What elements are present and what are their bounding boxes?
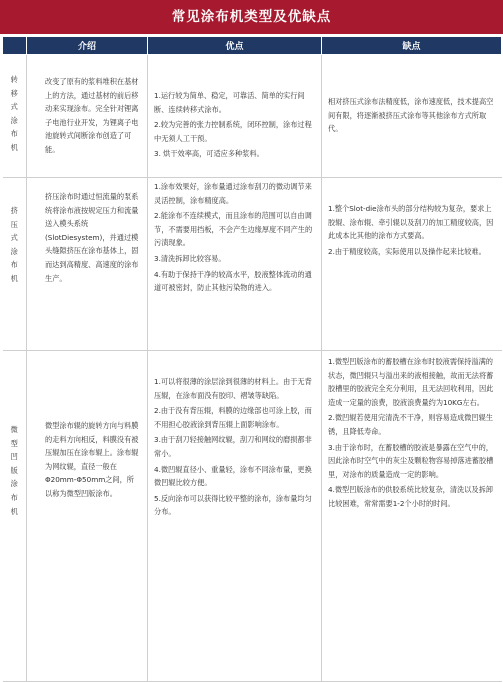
disadvantages-cell xyxy=(322,178,502,351)
disadvantage-item: 2.由于精度较高，实际使用以及操作起来比较难。 xyxy=(328,246,486,256)
advantages-cell xyxy=(148,351,322,682)
table-row xyxy=(3,178,502,351)
row-name: 转移式涂布机 xyxy=(10,75,18,152)
disadvantages-list xyxy=(322,55,502,136)
advantage-item: 1.运行较为简单、稳定，可靠活、简单的实行间断、连续转移式涂布。 xyxy=(154,91,305,114)
advantage-item: 2.较为完善的张力控制系统，闭环控制，涂布过程中无须人工干预。 xyxy=(154,120,312,143)
page-title: 常见涂布机类型及优缺点 xyxy=(0,0,503,34)
disadvantage-item: 4.微型凹版涂布的供胶系统比较复杂，清洗以及拆卸比较困难，常常需要1-2个小时的时间。 xyxy=(328,485,493,508)
intro-cell xyxy=(27,55,148,178)
advantage-item: 3.由于刮刀轻接触网纹辊，刮刀和网纹的磨损都非常小。 xyxy=(154,435,312,458)
advantages-cell xyxy=(148,178,322,351)
disadvantage-item: 1.整个Slot-die涂布头的部分结构较为复杂，要求上胶辊、涂布辊、牵引辊以及刮刀的加工精度较高，因此成本比其他的涂布方式要高。 xyxy=(328,204,494,241)
advantage-item: 2.由于没有背压辊，料膜的边缘部也可涂上胶，而不用担心胶液涂到背压辊上面影响涂布。 xyxy=(154,406,312,429)
row-name-cell xyxy=(3,178,27,351)
advantage-item: 2.能涂布不连续模式，而且涂布的范围可以自由调节，不需要用挡板，不会产生边缘厚度不同产生的污渍现象。 xyxy=(154,211,313,248)
row-name-cell xyxy=(3,55,27,178)
advantages-cell xyxy=(148,55,322,178)
intro-text: 微型涂布辊的旋转方向与料膜的走料方向相反，料膜没有被压辊加压在涂布辊上。涂布辊为网纹辊，直径一般在Φ20mm-Φ50mm之间，所以称为微型凹版涂布。 xyxy=(45,421,139,498)
advantage-item: 3.清洗拆卸比较容易。 xyxy=(154,253,226,263)
advantages-list xyxy=(148,178,321,295)
table-header-row xyxy=(3,37,502,55)
disadvantages-list xyxy=(322,351,502,511)
advantages-list xyxy=(148,351,321,519)
disadvantages-list xyxy=(322,178,502,258)
row-name-cell xyxy=(3,351,27,682)
row-name: 挤压式涂布机 xyxy=(10,206,18,283)
header-disadvantages: 缺点 xyxy=(322,37,502,55)
disadvantages-cell xyxy=(322,55,502,178)
row-name: 微型凹版涂布机 xyxy=(10,425,18,516)
advantages-list xyxy=(148,55,321,161)
intro-text: 挤压涂布时通过恒流量的泵系统将涂布液按规定压力和流量送入模头系统(SlotDiesystem)，并通过模头缝隙挤压在涂布基体上，固而达到高精度、高速度的涂布生产。 xyxy=(45,192,139,283)
intro-cell xyxy=(27,351,148,682)
advantage-item: 1.涂布效果好，涂布量通过涂布刮刀的微动调节来灵活控制，涂布精度高。 xyxy=(154,182,312,205)
disadvantage-item: 1.微型凹版涂布的蓄胶槽在涂布时胶液需保持溢满的状态，微凹辊只与溢出来的液相接触，故而无法将蓄胶槽里的胶液完全充分利用，且无法回收利用，因此造成一定量的浪费，胶液浪费量约为10KG左右。 xyxy=(328,357,494,407)
header-intro: 介绍 xyxy=(27,37,148,55)
table-row xyxy=(3,351,502,682)
intro-text: 改变了原有的浆料堆积在基材上的方法，通过基材的前后移动来实现涂布。完全针对锂离子电池行业开发，为锂离子电池旋转式间断涂布创造了可能。 xyxy=(45,77,139,154)
advantage-item: 5.反向涂布可以获得比较平整的涂布，涂布量均匀分布。 xyxy=(154,493,312,517)
advantage-item: 3. 烘干效率高，可适应多种浆料。 xyxy=(154,149,264,159)
advantage-item: 4.微凹辊直径小、重量轻，涂布不同涂布量，更换微凹辊比较方便。 xyxy=(154,464,312,488)
intro-cell xyxy=(27,178,148,351)
advantage-item: 4.有助于保持干净的较高水平，胶液整体流动的通道可被密封，防止其他污染物的进入。 xyxy=(154,269,312,293)
table-row xyxy=(3,55,502,178)
advantage-item: 1.可以将很薄的涂层涂到很薄的材料上。由于无背压辊，在涂布面没有胶印、褶皱等缺陷。 xyxy=(154,377,312,400)
disadvantage-item: 相对挤压式涂布法精度低，涂布速度低，技术提高空间有限，将逐渐被挤压式涂布等其他涂布方式所取代。 xyxy=(328,97,494,134)
coater-comparison-table xyxy=(2,36,502,682)
disadvantage-item: 2.微凹辊若使用完清洗不干净，则容易造成微凹辊生锈，且降低寿命。 xyxy=(328,413,493,436)
disadvantage-item: 3.由于涂布时，在蓄胶槽的胶液是暴露在空气中的，因此涂布时空气中的灰尘及颗粒物容易掉落进蓄胶槽里，对涂布的质量造成一定的影响。 xyxy=(328,442,494,479)
header-advantages: 优点 xyxy=(148,37,322,55)
disadvantages-cell xyxy=(322,351,502,682)
header-name xyxy=(3,37,27,55)
